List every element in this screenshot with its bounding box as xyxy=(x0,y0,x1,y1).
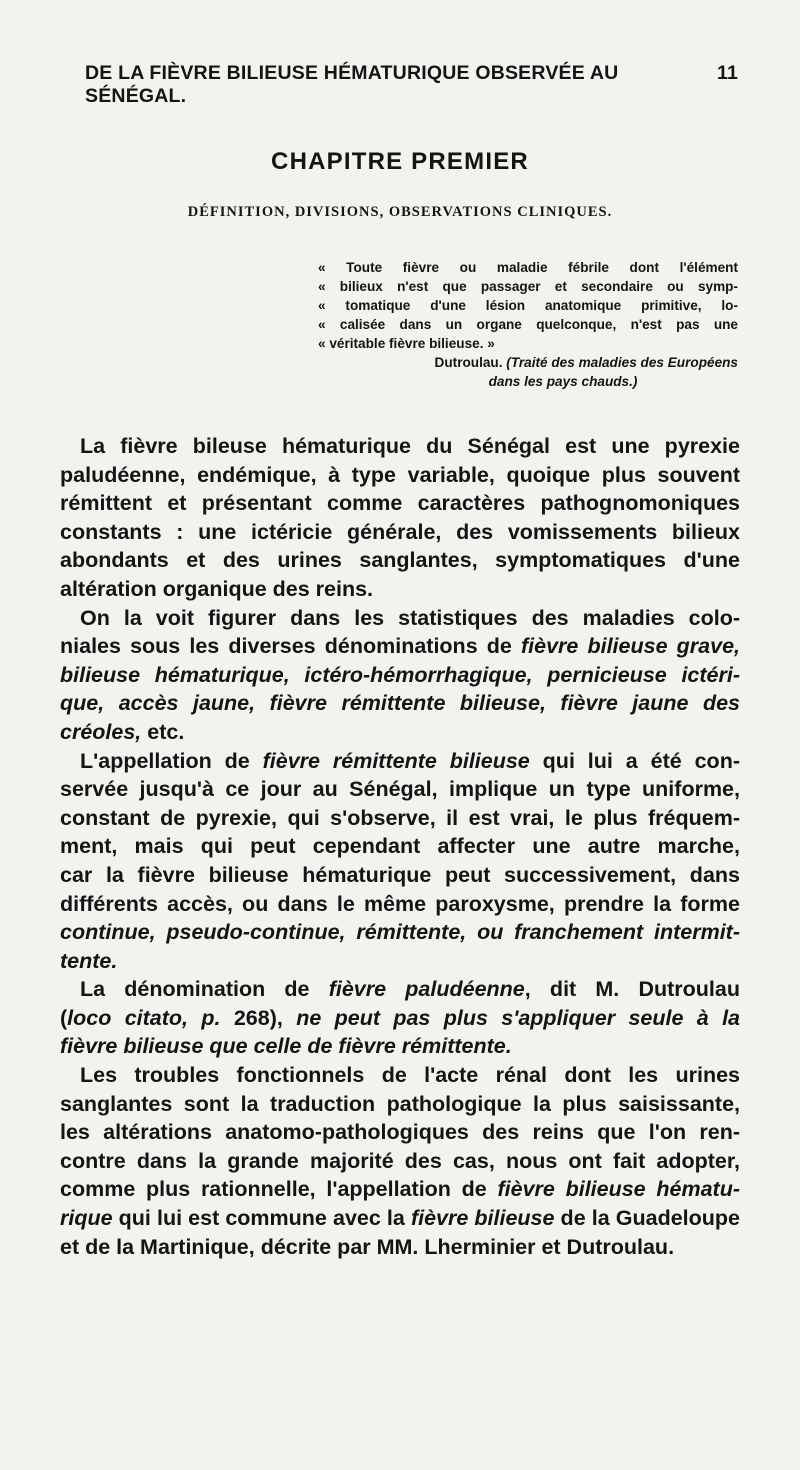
text-line: contre dans la grande majorité des cas, nous ont fait adopter, xyxy=(60,1148,740,1173)
italic-term: fièvre bilieuse hématu- xyxy=(497,1177,740,1202)
text-line: On la voit figurer dans les statistiques des maladies colo- xyxy=(80,605,740,630)
text-line: servée jusqu'à ce jour au Sénégal, implique un type uniforme, xyxy=(60,777,740,802)
chapter-title: CHAPITRE PREMIER xyxy=(271,148,529,175)
italic-term: fièvre paludéenne xyxy=(328,977,525,1002)
text-line xyxy=(60,747,740,776)
text-line xyxy=(60,1175,740,1204)
text-line xyxy=(60,975,740,1004)
italic-term: loco citato, p. xyxy=(67,1005,221,1030)
text-line: Les troubles fonctionnels de l'acte rénal dont les urines xyxy=(80,1063,740,1088)
text-line: et de la Martinique, décrite par MM. Lherminier et Dutroulau. xyxy=(60,1234,675,1259)
epigraph-source: (Traité des maladies des Européens xyxy=(506,355,738,370)
epigraph-line: « calisée dans un organe quelconque, n'est pas une xyxy=(318,317,738,332)
paragraph-troubles xyxy=(60,1061,740,1261)
text-span: 268), xyxy=(220,1005,297,1030)
epigraph-attribution xyxy=(318,353,738,372)
text-line: rémittent et présentant comme caractères pathognomoniques xyxy=(60,491,740,516)
text-span: etc. xyxy=(141,719,185,744)
text-line: La fièvre bileuse hématurique du Sénégal est une pyrexie xyxy=(80,434,740,458)
epigraph xyxy=(318,258,738,391)
text-line: altération organique des reins. xyxy=(60,576,374,601)
epigraph-line: « véritable fièvre bilieuse. » xyxy=(318,336,495,351)
text-line: sanglantes sont la traduction pathologique la plus saisissante, xyxy=(60,1091,740,1116)
italic-term: fièvre rémittente bilieuse xyxy=(262,748,530,773)
text-span: de la Guadeloupe xyxy=(554,1206,741,1231)
italic-term: fièvre bilieuse que celle de fièvre rémittente. xyxy=(60,1034,512,1059)
epigraph-line: « bilieux n'est que passager et secondaire ou symp- xyxy=(318,279,738,294)
paragraph-denominations xyxy=(60,604,740,747)
text-span: comme plus rationnelle, l'appellation de xyxy=(60,1177,498,1202)
text-line: différents accès, ou dans le même paroxysme, prendre la forme xyxy=(60,891,740,916)
chapter-subtitle: DÉFINITION, DIVISIONS, OBSERVATIONS CLINIQUES. xyxy=(187,204,613,220)
italic-term: ne peut pas plus s'appliquer seule à la xyxy=(296,1005,741,1030)
text-line: abondants et des urines sanglantes, symptomatiques d'une xyxy=(60,548,740,573)
text-line xyxy=(60,718,740,747)
paragraph-appellation xyxy=(60,747,740,976)
text-span: ( xyxy=(60,1005,68,1030)
italic-term: bilieuse hématurique, ictéro-hémorrhagique, pernicieuse ictéri- xyxy=(60,662,740,687)
text-line: les altérations anatomo-pathologiques des reins que l'on ren- xyxy=(60,1120,740,1145)
text-span: , dit M. Dutroulau xyxy=(524,977,740,1002)
text-line: paludéenne, endémique, à type variable, quoique plus souvent xyxy=(60,462,740,487)
text-line xyxy=(60,1204,740,1233)
page-number: 11 xyxy=(716,62,738,84)
paragraph-citation xyxy=(60,975,740,1061)
text-line: ment, mais qui peut cependant affecter une autre marche, xyxy=(60,834,740,859)
italic-term: créoles, xyxy=(60,719,142,744)
italic-term: rique xyxy=(60,1206,113,1231)
text-line xyxy=(60,661,740,690)
body-text xyxy=(60,432,740,1261)
italic-term: fièvre bilieuse xyxy=(410,1206,555,1231)
text-line xyxy=(60,918,740,947)
text-line xyxy=(60,1004,740,1033)
text-line: constants : une ictéricie générale, des vomissements bilieux xyxy=(60,519,740,544)
text-span: qui lui a été con- xyxy=(529,748,740,773)
text-line: constant de pyrexie, qui s'observe, il est vrai, le plus fréquem- xyxy=(60,805,740,830)
running-title: DE LA FIÈVRE BILIEUSE HÉMATURIQUE OBSERVÉE AU SÉNÉGAL. xyxy=(85,62,619,107)
italic-term: tente. xyxy=(60,948,118,973)
epigraph-line: « Toute fièvre ou maladie fébrile dont l'élément xyxy=(318,260,738,275)
text-span: niales sous les diverses dénominations de xyxy=(60,634,521,659)
paragraph-definition xyxy=(60,432,740,604)
epigraph-author: Dutroulau. xyxy=(434,355,503,370)
text-line xyxy=(60,1032,740,1061)
text-span: qui lui est commune avec la xyxy=(112,1206,411,1231)
text-line xyxy=(60,689,740,718)
epigraph-source-continued: dans les pays chauds.) xyxy=(488,374,638,389)
text-span: La dénomination de xyxy=(80,977,329,1002)
epigraph-line: « tomatique d'une lésion anatomique primitive, lo- xyxy=(318,298,738,313)
italic-term: que, accès jaune, fièvre rémittente bilieuse, fièvre jaune des xyxy=(60,691,740,716)
italic-term: fièvre bilieuse grave, xyxy=(520,634,740,659)
text-line xyxy=(60,947,740,976)
running-header xyxy=(85,62,738,108)
text-span: L'appellation de xyxy=(80,748,263,773)
italic-term: continue, pseudo-continue, rémittente, ou franchement intermit- xyxy=(60,920,740,945)
text-line xyxy=(60,632,740,661)
text-line: car la fièvre bilieuse hématurique peut successivement, dans xyxy=(60,862,740,887)
